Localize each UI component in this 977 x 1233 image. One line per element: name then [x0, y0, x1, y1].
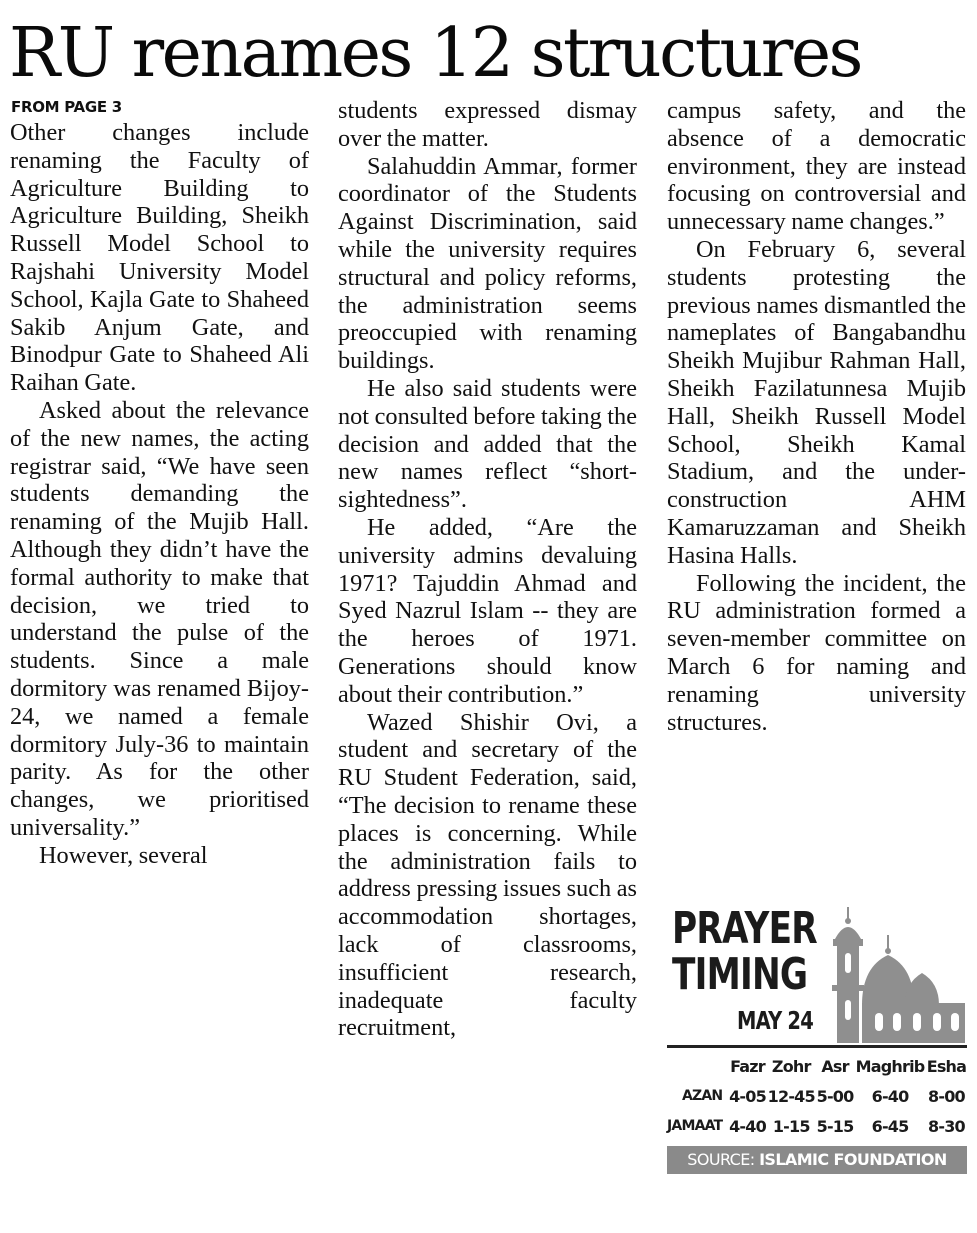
column-header: Fazr: [730, 1056, 765, 1076]
mosque-icon: [817, 905, 967, 1045]
table-cell: 8-30: [928, 1116, 965, 1136]
table-row: [667, 1081, 967, 1111]
continuation-kicker: FROM PAGE 3: [11, 98, 122, 116]
column-header: Asr: [821, 1056, 849, 1076]
paragraph: On February 6, several students protesting the previous names dismantled the nameplates of Bangabandhu Sheikh Mujibur Rahman Hall, Sheikh Fazilatunnesa Mujib Hall, Sheikh Russell Model School, Sheikh Kamal Stadium, and the under-construction AHM Kamaruzzaman and Sheikh Hasina Halls.: [667, 235, 966, 569]
table-cell: 6-40: [871, 1086, 909, 1106]
paragraph: Following the incident, the RU administration formed a seven-member committee on March 6 for naming and renaming university structures.: [667, 569, 966, 736]
paragraph: He added, “Are the university admins devaluing 1971? Tajuddin Ahmad and Syed Nazrul Islam -- they are the heroes of 1971. Generations should know about their contribution.”: [338, 513, 637, 708]
table-cell: 12-45: [767, 1086, 815, 1106]
paragraph: Salahuddin Ammar, former coordinator of the Students Against Discrimination, said while the university requires structural and policy reforms, the administration seems preoccupied with renaming buildings.: [338, 152, 637, 375]
headline: RU renames 12 structures: [9, 14, 861, 93]
table-header-row: [667, 1051, 967, 1081]
paragraph: campus safety, and the absence of a democratic environment, they are instead focusing on controversial and unnecessary name changes.”: [667, 97, 966, 236]
paragraph: However, several: [39, 841, 208, 869]
prayer-times-table: [667, 1051, 967, 1141]
paragraph: students expressed dismay over the matter.: [338, 97, 637, 152]
table-cell: 5-00: [816, 1086, 854, 1106]
table-cell: 5-15: [816, 1116, 854, 1136]
article-column-3: [667, 97, 966, 736]
prayer-date: MAY 24: [737, 1006, 814, 1035]
source-prefix: SOURCE:: [687, 1150, 755, 1169]
source-name: ISLAMIC FOUNDATION: [759, 1150, 947, 1169]
column-header: Esha: [926, 1056, 967, 1076]
article-column-2: [338, 97, 637, 1042]
table-cell: 4-05: [729, 1086, 766, 1106]
table-cell: 6-45: [871, 1116, 909, 1136]
table-cell: 1-15: [772, 1116, 810, 1136]
prayer-title-line2: TIMING: [672, 949, 808, 1000]
paragraph: Wazed Shishir Ovi, a student and secretary of the RU Student Federation, said, “The decision to rename these places is concerning. While the administration fails to address pressing issues such as accommodation shortages, lack of classrooms, insufficient research, inadequate faculty recruitment,: [338, 708, 637, 1042]
column-header: Maghrib: [855, 1056, 925, 1076]
column-header: Zohr: [771, 1056, 811, 1076]
paragraph: He also said students were not consulted before taking the decision and added that the new names reflect “short-sightedness”.: [338, 374, 637, 514]
divider: [667, 1045, 967, 1048]
table-cell: 4-40: [729, 1116, 766, 1136]
row-label: AZAN: [681, 1088, 723, 1104]
prayer-timing-box: [667, 905, 967, 1177]
article-column-1: [10, 119, 309, 870]
row-label: JAMAAT: [667, 1118, 723, 1134]
table-row: [667, 1111, 967, 1141]
paragraph: Asked about the relevance of the new names, the acting registrar said, “We have seen students demanding the renaming of the Mujib Hall. Although they didn’t have the formal authority to make that decision, we tried to understand the pulse of the students. Since a male dormitory was renamed Bijoy-24, we named a female dormitory July-36 to maintain parity. As for the other changes, we prioritised universality.”: [10, 396, 309, 841]
source-bar: [667, 1146, 967, 1174]
paragraph: Other changes include renaming the Faculty of Agriculture Building to Agriculture Building, Sheikh Russell Model School to Rajshahi University Model School, Kajla Gate to Shaheed Sakib Anjum Gate, and Binodpur Gate to Shaheed Ali Raihan Gate.: [10, 119, 309, 397]
corner-cell: [667, 1051, 728, 1081]
table-cell: 8-00: [928, 1086, 965, 1106]
prayer-title-line1: PRAYER: [672, 903, 817, 954]
